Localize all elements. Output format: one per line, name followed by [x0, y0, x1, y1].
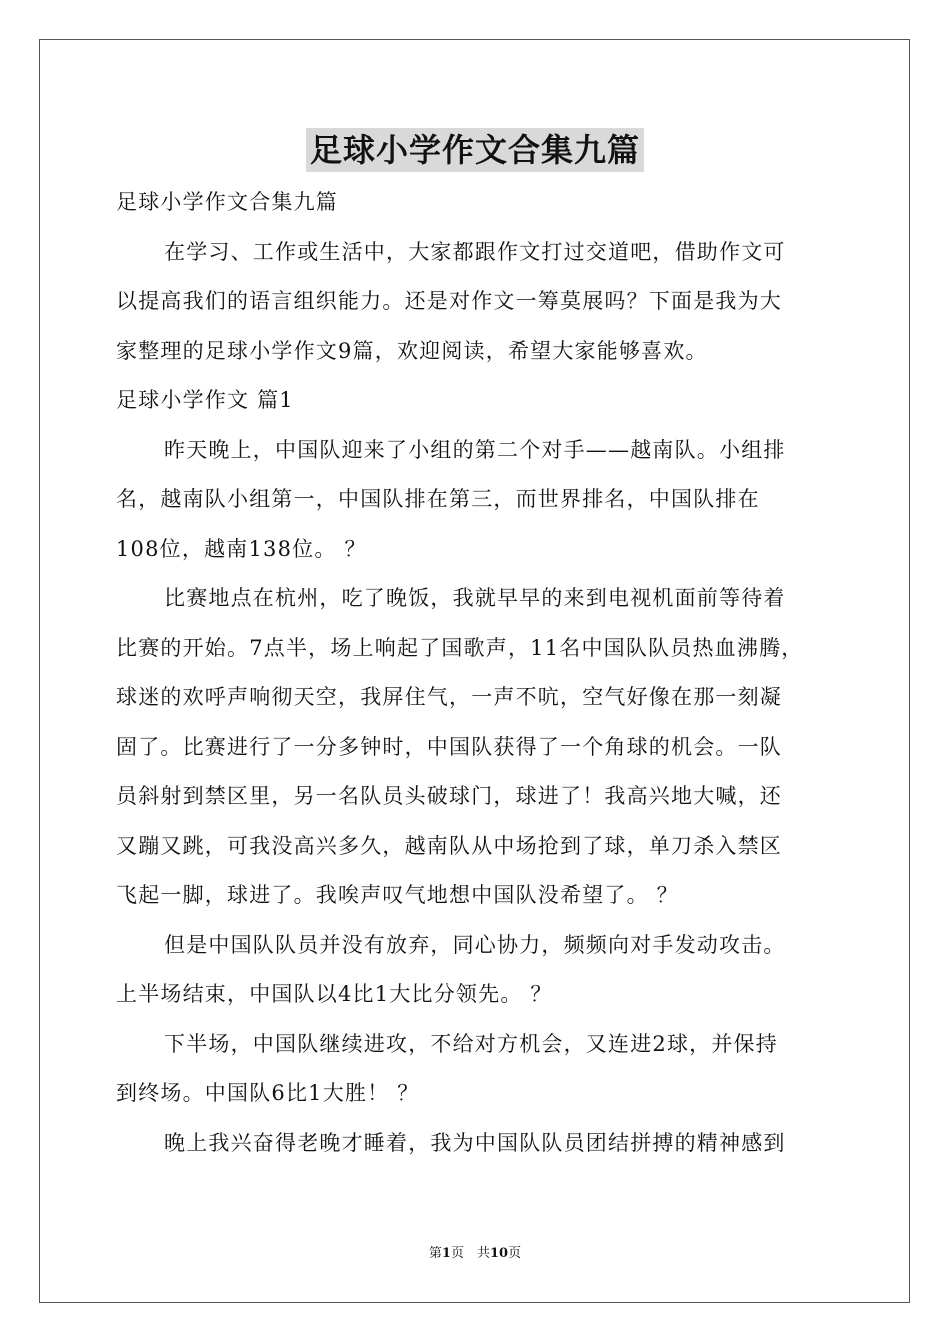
- text-line: 比赛地点在杭州，吃了晚饭，我就早早的来到电视机面前等待着: [164, 586, 786, 610]
- text-line: 足球小学作文合集九篇: [116, 190, 338, 214]
- footer-mid: 页 共: [450, 1246, 490, 1261]
- text-line: 在学习、工作或生活中，大家都跟作文打过交道吧，借助作文可: [164, 239, 786, 264]
- document-title: 足球小学作文合集九篇: [306, 128, 644, 172]
- text-line: 以提高我们的语言组织能力。还是对作文一筹莫展吗？下面是我为大: [116, 289, 782, 313]
- document-title-block: [0, 128, 950, 172]
- text-line: 下半场，中国队继续进攻，不给对方机会，又连进2球，并保持: [164, 1031, 778, 1056]
- text-line: 晚上我兴奋得老晚才睡着，我为中国队队员团结拼搏的精神感到: [164, 1130, 786, 1155]
- footer-prefix: 第: [428, 1246, 442, 1261]
- text-line: 球迷的欢呼声响彻天空，我屏住气，一声不吭，空气好像在那一刻凝: [116, 685, 782, 709]
- document-body: [116, 178, 836, 1168]
- text-line: 108位，越南138位。 ？: [116, 536, 367, 561]
- page-footer: [0, 1244, 950, 1264]
- text-line: 昨天晚上，中国队迎来了小组的第二个对手——越南队。小组排: [164, 437, 786, 462]
- text-line: 固了。比赛进行了一分多钟时，中国队获得了一个角球的机会。一队: [116, 734, 782, 759]
- total-page-count: 10: [489, 1246, 509, 1261]
- text-line: 足球小学作文 篇1: [116, 388, 294, 412]
- text-line: 员斜射到禁区里，另一名队员头破球门，球进了！我高兴地大喊，还: [116, 784, 782, 808]
- text-line: 飞起一脚，球进了。我唉声叹气地想中国队没希望了。 ？: [116, 883, 679, 907]
- text-line: 比赛的开始。7点半，场上响起了国歌声，11名中国队队员热血沸腾，: [116, 635, 804, 660]
- current-page-number: 1: [441, 1246, 451, 1261]
- text-line: 家整理的足球小学作文9篇，欢迎阅读，希望大家能够喜欢。: [116, 338, 708, 363]
- footer-suffix: 页: [508, 1246, 522, 1261]
- text-line: 到终场。中国队6比1大胜！ ？: [116, 1081, 420, 1105]
- text-line: 但是中国队队员并没有放弃，同心协力，频频向对手发动攻击。: [164, 932, 786, 957]
- text-line: 又蹦又跳，可我没高兴多久，越南队从中场抢到了球，单刀杀入禁区: [116, 833, 782, 858]
- text-line: 名，越南队小组第一，中国队排在第三，而世界排名，中国队排在: [116, 487, 760, 511]
- text-line: 上半场结束，中国队以4比1大比分领先。 ？: [116, 982, 553, 1006]
